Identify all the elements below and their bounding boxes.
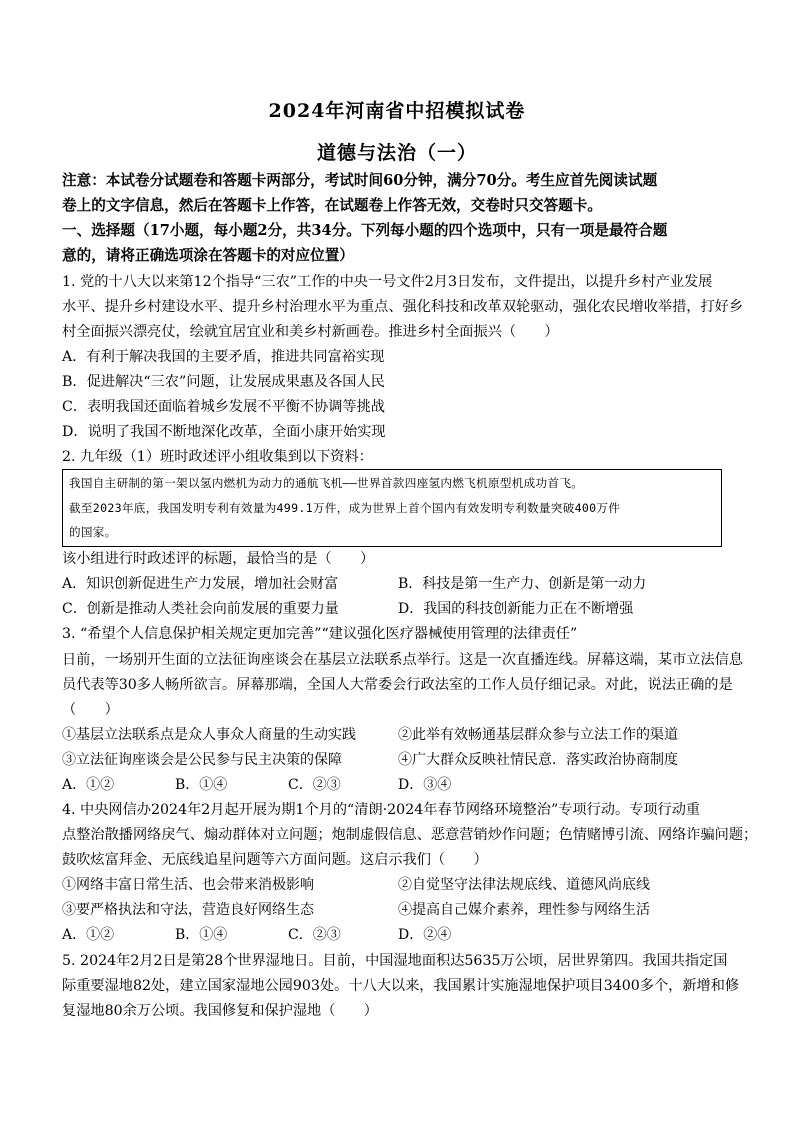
q1-option-d: D．说明了我国不断地深化改革，全面小康开始实现 [62, 424, 386, 440]
notice-line-2: 卷上的文字信息，然后在答题卡上作答，在试题卷上作答无效，交卷时只交答题卡。 [62, 197, 602, 214]
q4-statement-1: ①网络丰富日常生活、也会带来消极影响 [62, 877, 314, 893]
q2-stem: 2. 九年级（1）班时政述评小组收集到以下资料： [62, 449, 373, 465]
section-header-line-2: 意的，请将正确选项涂在答题卡的对应位置） [62, 247, 354, 264]
q2-option-a: A．知识创新促进生产力发展，增加社会财富 [62, 576, 339, 592]
q3-stem-line-4: （ ） [62, 702, 119, 718]
q3-stem-line-2: 日前，一场别开生面的立法征询座谈会在基层立法联系点举行。这是一次直播连线。屏幕这端，某市立法信息 [62, 652, 744, 668]
q3-option-d: D．③④ [398, 777, 452, 793]
q4-statement-4: ④提高自己媒介素养，理性参与网络生活 [398, 902, 650, 918]
q4-stem-line-2: 点整治散播网络戾气、煽动群体对立问题；炮制虚假信息、恶意营销炒作问题；色情赌博引流、网络诈骗问题； [62, 827, 758, 843]
q4-statement-3: ③要严格执法和守法，营造良好网络生态 [62, 902, 314, 918]
q2-material-line-2: 截至2023年底，我国发明专利有效量为499.1万件，成为世界上首个国内有效发明专利数量突破400万件 [69, 501, 621, 515]
q3-statement-4: ④广大群众反映社情民意．落实政治协商制度 [398, 752, 678, 768]
q2-material-box [62, 469, 722, 547]
q4-option-d: D．②④ [398, 927, 452, 943]
q1-stem-line-1: 1. 党的十八大以来第12个指导“三农”工作的中央一号文件2月3日发布，文件提出，以提升乡村产业发展 [62, 274, 713, 290]
q3-option-c: C．②③ [288, 777, 341, 793]
q1-option-b: B．促进解决“三农”问题，让发展成果惠及各国人民 [62, 374, 385, 390]
exam-title: 2024年河南省中招模拟试卷 [268, 100, 526, 122]
q5-stem-line-1: 5. 2024年2月2日是第28个世界湿地日。目前，中国湿地面积达5635万公顷，居世界第四。我国共指定国 [62, 953, 728, 969]
q3-statement-1: ①基层立法联系点是众人事众人商量的生动实践 [62, 727, 356, 743]
q3-option-b: B．①④ [175, 777, 228, 793]
q4-stem-line-1: 4. 中央网信办2024年2月起开展为期1个月的“清朗·2024年春节网络环境整治”专项行动。专项行动重 [62, 802, 701, 818]
q3-stem-line-1: 3. “希望个人信息保护相关规定更加完善”“建议强化医疗器械使用管理的法律责任” [62, 626, 578, 642]
exam-subtitle: 道德与法治（一） [316, 142, 477, 164]
q1-stem-line-3: 村全面振兴漂亮仗，绘就宜居宜业和美乡村新画卷。推进乡村全面振兴（ ） [62, 324, 559, 340]
q4-stem-line-3: 鼓吹炫富拜金、无底线追星问题等六方面问题。这启示我们（ ） [62, 852, 488, 868]
q3-stem-line-3: 员代表等30多人畅所欲言。屏幕那端，全国人大常委会行政法室的工作人员仔细记录。对此，说法正确的是 [62, 677, 733, 693]
q3-statement-3: ③立法征询座谈会是公民参与民主决策的保障 [62, 752, 342, 768]
q2-material-line-3: 的国家。 [69, 525, 117, 539]
section-header-line-1: 一、选择题（17小题，每小题2分，共34分。下列每小题的四个选项中，只有一项是最符合题 [62, 222, 668, 239]
q2-option-b: B．科技是第一生产力、创新是第一动力 [398, 576, 647, 592]
q2-option-c: C．创新是推动人类社会向前发展的重要力量 [62, 601, 339, 617]
q3-statement-2: ②此举有效畅通基层群众参与立法工作的渠道 [398, 727, 678, 743]
q5-stem-line-3: 复湿地80余万公顷。我国修复和保护湿地（ ） [62, 1003, 378, 1019]
q1-stem-line-2: 水平、提升乡村建设水平、提升乡村治理水平为重点、强化科技和改革双轮驱动，强化农民增收举措，打好乡 [62, 299, 744, 315]
q2-question: 该小组进行时政述评的标题，最恰当的是（ ） [62, 551, 375, 567]
q2-material-line-1: 我国自主研制的第一架以氢内燃机为动力的通航飞机——世界首款四座氢内燃飞机原型机成功首飞。 [69, 476, 584, 490]
q4-option-b: B．①④ [175, 927, 228, 943]
q4-statement-2: ②自觉坚守法律法规底线、道德风尚底线 [398, 877, 650, 893]
notice-line-1: 注意：本试卷分试题卷和答题卡两部分，考试时间60分钟，满分70分。考生应首先阅读试题 [62, 172, 658, 189]
q4-option-c: C．②③ [288, 927, 341, 943]
q1-option-a: A．有利于解决我国的主要矛盾，推进共同富裕实现 [62, 349, 385, 365]
q2-option-d: D．我国的科技创新能力正在不断增强 [398, 601, 634, 617]
q5-stem-line-2: 际重要湿地82处，建立国家湿地公园903处。十八大以来，我国累计实施湿地保护项目3400多个，新增和修 [62, 978, 740, 994]
q3-option-a: A．①② [62, 777, 115, 793]
q1-option-c: C．表明我国还面临着城乡发展不平衡不协调等挑战 [62, 399, 385, 415]
q4-option-a: A．①② [62, 927, 115, 943]
